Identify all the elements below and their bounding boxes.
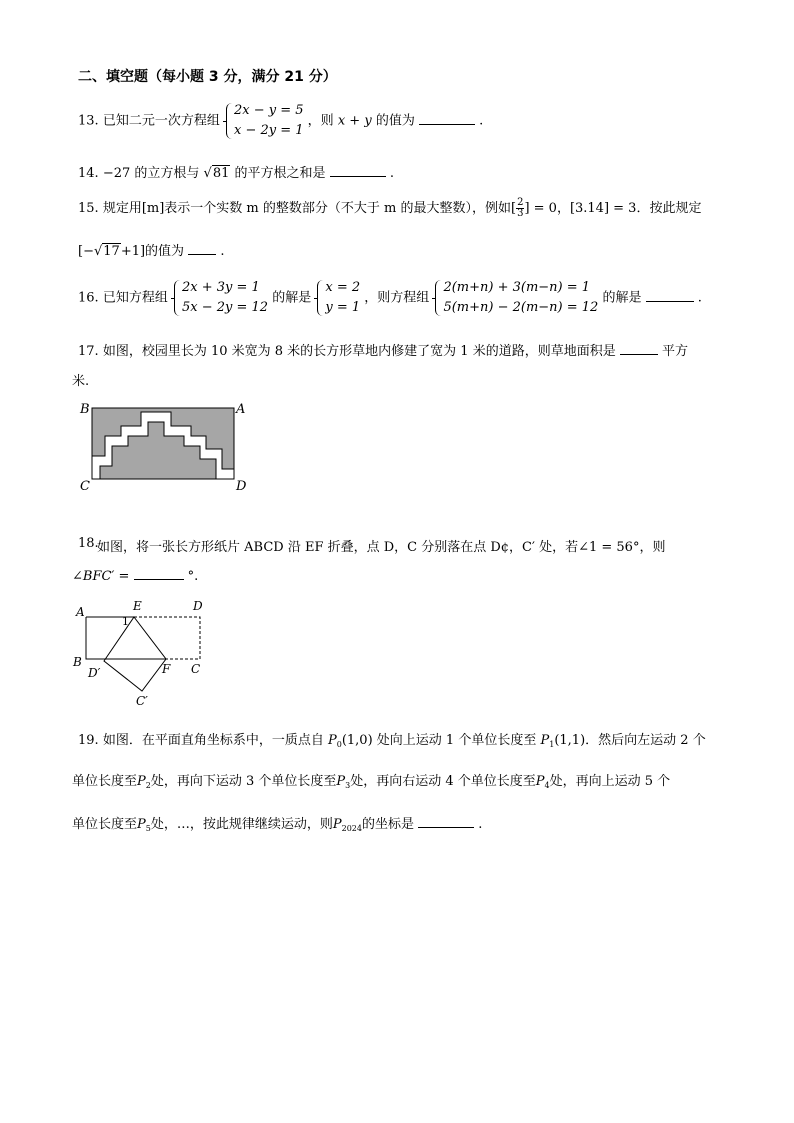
question-16: [78, 278, 702, 318]
radicand: 17: [103, 244, 120, 259]
lawn-road-figure: [76, 398, 256, 498]
answer-blank[interactable]: [620, 342, 658, 355]
equation: 5(m+n) − 2(m−n) = 12: [443, 300, 599, 315]
punctuation: °.: [187, 569, 199, 584]
answer-blank[interactable]: [188, 242, 216, 255]
question-text: 如图．在平面直角坐标系中，一质点自: [102, 733, 324, 748]
question-text: 平方: [662, 344, 689, 359]
folded-flap: [104, 617, 166, 691]
equation: x − 2y = 1: [233, 123, 304, 138]
equation: x = 2: [325, 280, 361, 295]
question-text: +1]的值为: [120, 244, 185, 259]
question-text: 的解是: [602, 290, 642, 306]
radicand: 81: [212, 166, 230, 181]
question-text: 处向上运动 1 个单位长度至: [376, 733, 537, 748]
question-number: 17.: [78, 344, 99, 359]
equation: y = 1: [325, 300, 361, 315]
punctuation: .: [389, 166, 394, 181]
equation: 2(m+n) + 3(m−n) = 1: [443, 280, 591, 295]
coordinate: (1,0): [341, 733, 373, 748]
solution-system: [315, 278, 360, 318]
question-text: 如图，校园里长为 10 米宽为 8 米的长方形草地内修建了宽为 1 米的道路，则草地面积是: [102, 344, 616, 359]
question-number: 16.: [78, 290, 99, 306]
punctuation: .: [478, 817, 483, 832]
question-text: 单位长度至: [72, 817, 138, 832]
question-13: [78, 101, 483, 141]
label-Dprime: D′: [88, 666, 101, 680]
question-text: 处，…，按此规律继续运动，则: [150, 817, 333, 832]
question-text: 已知二元一次方程组: [102, 113, 220, 129]
expression: x + y: [337, 113, 372, 129]
point-label: P: [540, 733, 550, 748]
label-C: C: [80, 479, 90, 494]
sqrt-expression: √81: [203, 166, 230, 181]
equation: 5x − 2y = 12: [181, 300, 269, 315]
punctuation: .: [697, 290, 702, 306]
question-text: 已知方程组: [102, 290, 168, 306]
label-Cprime: C′: [136, 694, 148, 708]
question-text: 的坐标是: [361, 817, 414, 832]
question-14: [78, 162, 394, 181]
label-F: F: [162, 662, 171, 676]
question-19: [78, 729, 706, 749]
question-text: 处，再向右运动 4 个单位长度至: [350, 774, 536, 789]
point-subscript: 3: [345, 781, 351, 790]
point-subscript: 4: [544, 781, 550, 790]
fold-figure: [70, 597, 220, 709]
question-text: 如图，将一张长方形纸片 ABCD 沿 EF 折叠，点 D，C 分别落在点 D¢，C′ 处，若∠1 = 56°，则: [97, 540, 666, 555]
question-text: 的平方根之和是: [234, 166, 326, 181]
answer-blank[interactable]: [419, 112, 475, 125]
question-text: [−: [78, 244, 94, 259]
point-label: P: [336, 774, 346, 789]
question-18-line2: [72, 567, 198, 584]
question-text: ．然后向左运动 2 个: [585, 733, 706, 748]
punctuation: .: [479, 113, 484, 129]
question-19-line3: [72, 813, 482, 833]
equation-system: [224, 101, 304, 141]
question-text: 的值为: [375, 113, 415, 129]
angle-expression: ∠BFC′ =: [72, 569, 130, 584]
point-subscript: 0: [336, 740, 342, 749]
equation-system: [433, 278, 598, 318]
question-text: 规定用[m]表示一个实数 m 的整数部分（不大于 m 的最大整数），例如[: [102, 201, 517, 216]
question-text: 的解是: [272, 290, 312, 306]
label-A: A: [236, 402, 246, 417]
label-C: C: [191, 662, 201, 676]
question-text: ，则: [307, 113, 334, 129]
question-number: 13.: [78, 113, 99, 129]
label-E: E: [133, 599, 142, 613]
question-15: [78, 197, 701, 219]
question-15-line2: [78, 240, 224, 259]
section-title: 二、填空题（每小题 3 分，满分 21 分）: [78, 69, 337, 85]
question-text: 处，再向下运动 3 个单位长度至: [150, 774, 337, 789]
question-number: 14.: [78, 166, 99, 181]
question-text: 单位长度至: [72, 774, 138, 789]
answer-blank[interactable]: [330, 164, 386, 177]
denominator: 3: [517, 208, 524, 219]
angle-1-label: 1: [122, 615, 129, 628]
question-number: 15.: [78, 201, 99, 216]
question-18: 18.: [78, 536, 99, 551]
point-subscript: 2: [145, 781, 151, 790]
equation-system: [172, 278, 268, 318]
question-text: 处，再向上运动 5 个: [549, 774, 671, 789]
question-text: 米.: [72, 374, 90, 389]
label-B: B: [73, 655, 82, 669]
point-subscript: 2024: [341, 824, 362, 833]
point-label: P: [137, 817, 146, 832]
point-label: P: [535, 774, 545, 789]
point-subscript: 5: [145, 824, 151, 833]
question-17: [78, 340, 688, 359]
question-text: −27 的立方根与: [102, 166, 200, 181]
answer-blank[interactable]: [134, 567, 184, 580]
label-D: D: [193, 599, 203, 613]
answer-blank[interactable]: [418, 815, 474, 828]
label-A: A: [76, 605, 85, 619]
label-D: D: [236, 479, 247, 494]
point-label: P: [327, 733, 337, 748]
point-label: P: [137, 774, 146, 789]
label-B: B: [80, 402, 90, 417]
question-19-line2: [72, 770, 670, 790]
point-label: P: [332, 817, 342, 832]
sqrt-expression: √17: [93, 244, 120, 259]
equation: 2x − y = 5: [233, 103, 304, 118]
question-number: 19.: [78, 733, 99, 748]
equation: 2x + 3y = 1: [181, 280, 260, 295]
question-text: ，则方程组: [364, 290, 430, 306]
coordinate: (1,1): [554, 733, 586, 748]
punctuation: .: [220, 244, 225, 259]
answer-blank[interactable]: [646, 289, 694, 302]
question-text: ] = 0，[3.14] = 3．按此规定: [524, 201, 702, 216]
original-flap: [134, 617, 200, 659]
numerator: 2: [517, 197, 524, 208]
point-subscript: 1: [549, 740, 555, 749]
